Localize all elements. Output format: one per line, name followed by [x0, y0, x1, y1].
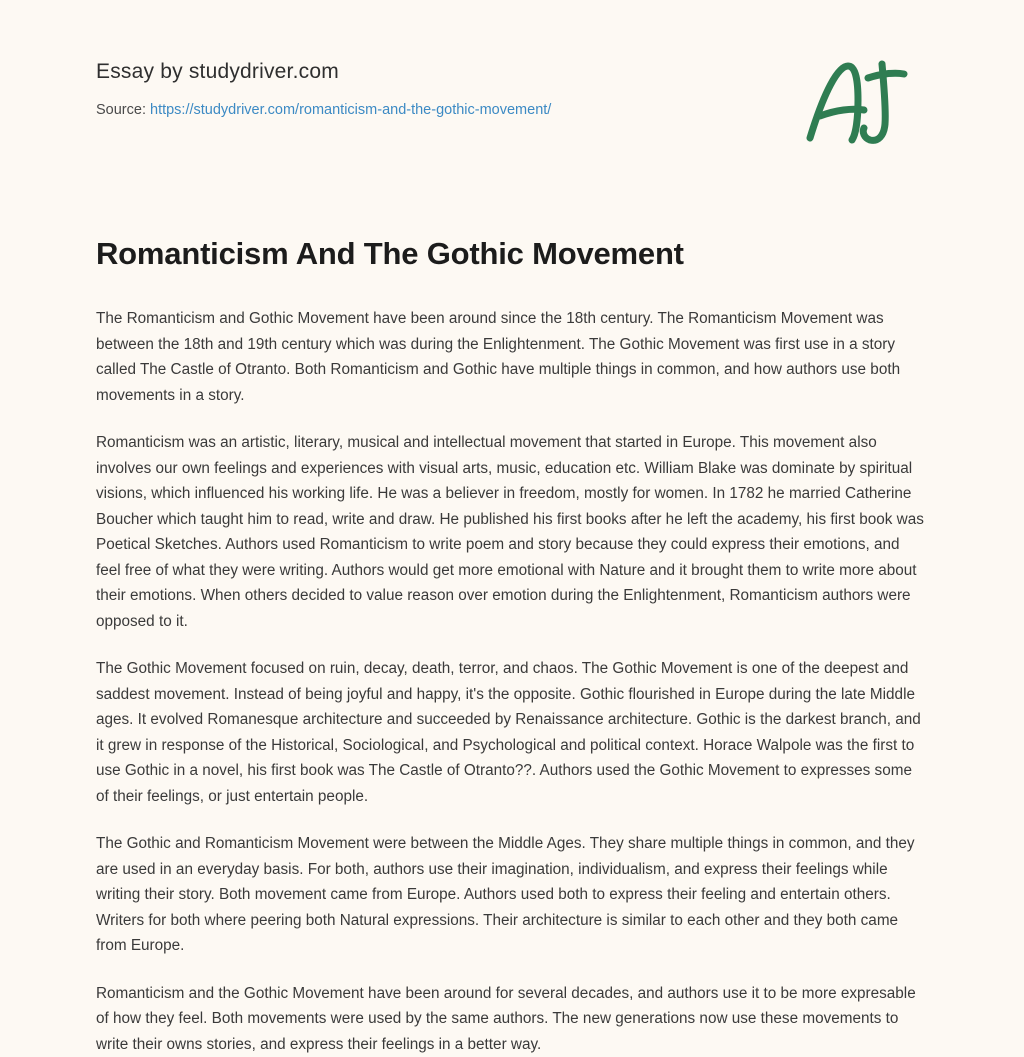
- source-url-link[interactable]: https://studydriver.com/romanticism-and-the-gothic-movement/: [150, 102, 551, 118]
- essay-by-prefix: Essay by: [96, 60, 189, 83]
- page-title: Romanticism And The Gothic Movement: [96, 236, 928, 272]
- paragraph: Romanticism was an artistic, literary, musical and intellectual movement that started in Europe. This movement also involves our own feelings and experiences with visual arts, music, education etc. William Blake was dominate by spiritual visions, which influenced his working life. He was a believer in freedom, mostly for women. In 1782 he married Catherine Boucher which taught him to read, write and draw. He published his first books after he left the academy, his first book was Poetical Sketches. Authors used Romanticism to write poem and story because they could express their emotions, and feel free of what they were writing. Authors would get more emotional with Nature and it brought them to write more about their emotions. When others decided to value reason over emotion during the Enlightenment, Romanticism authors were opposed to it.: [96, 430, 928, 634]
- paragraph: The Romanticism and Gothic Movement have been around since the 18th century. The Romanticism Movement was between the 18th and 19th century which was during the Enlightenment. The Gothic Movement was first use in a story called The Castle of Otranto. Both Romanticism and Gothic have multiple things in common, and how authors use both movements in a story.: [96, 306, 928, 408]
- paragraph: The Gothic Movement focused on ruin, decay, death, terror, and chaos. The Gothic Movement is one of the deepest and saddest movement. Instead of being joyful and happy, it's the opposite. Gothic flourished in Europe during the late Middle ages. It evolved Romanesque architecture and succeeded by Renaissance architecture. Gothic is the darkest branch, and it grew in response of the Historical, Sociological, and Psychological and political context. Horace Walpole was the first to use Gothic in a novel, his first book was The Castle of Otranto??. Authors used the Gothic Movement to expresses some of their feelings, or just entertain people.: [96, 656, 928, 809]
- paragraph: The Gothic and Romanticism Movement were between the Middle Ages. They share multiple things in common, and they are used in an everyday basis. For both, authors use their imagination, individualism, and express their feelings while writing their story. Both movement came from Europe. Authors used both to express their feeling and entertain others. Writers for both where peering both Natural expressions. Their architecture is similar to each other and they both came from Europe.: [96, 831, 928, 959]
- site-brand-name: studydriver.com: [189, 60, 339, 83]
- source-label: Source:: [96, 102, 150, 118]
- article-body: [96, 306, 928, 1057]
- aj-monogram-icon: [798, 52, 918, 152]
- paragraph: Romanticism and the Gothic Movement have been around for several decades, and authors use it to be more expresable of how they feel. Both movements were used by the same authors. The new generations now use these movements to write their owns stories, and express their feelings in a better way.: [96, 981, 928, 1057]
- document-header: [96, 0, 928, 118]
